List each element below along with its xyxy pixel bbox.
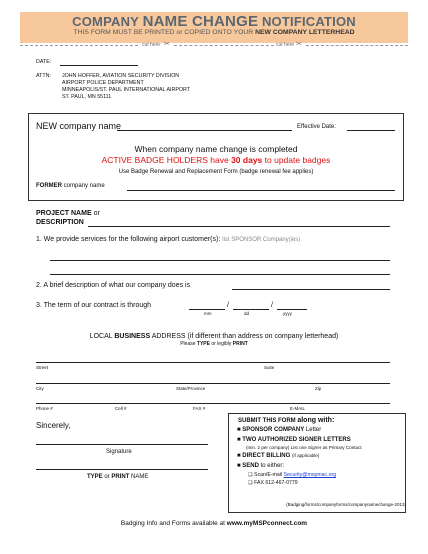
attn-line-1: JOHN HOFFER, AVIATION SECURITY DIVISION: [62, 73, 180, 79]
submit-item-billing: ■ DIRECT BILLING (if applicable): [237, 453, 320, 459]
attn-line-2: AIRPORT POLICE DEPARTMENT: [62, 80, 144, 86]
yyyy-label: yyyy: [283, 311, 292, 316]
contract-yyyy-field[interactable]: [277, 309, 307, 310]
bullet-icon: ■: [237, 463, 241, 469]
effective-date-field[interactable]: [347, 130, 395, 131]
new-company-label: NEW company name: [36, 121, 122, 131]
bullet-icon: ■: [237, 437, 241, 443]
bullet-icon: ■: [237, 427, 241, 433]
checkbox-icon: ❑: [248, 472, 253, 478]
please-print-note: Please TYPE or legibly PRINT: [180, 341, 248, 347]
question-2: 2. A brief description of what our company does is: [36, 282, 191, 289]
zip-label: Zip: [315, 386, 322, 391]
signature-label: Signature: [106, 449, 132, 455]
effective-date-label: Effective Date:: [297, 124, 336, 130]
submit-item-signers: ■ TWO AUTHORIZED SIGNER LETTERS: [237, 437, 351, 443]
date-label: DATE:: [36, 59, 52, 65]
date-field[interactable]: [60, 65, 138, 66]
signature-field[interactable]: [36, 444, 208, 445]
active-badge-notice: ACTIVE BADGE HOLDERS have 30 days to update badges: [101, 155, 331, 165]
street-field[interactable]: [36, 362, 390, 363]
attn-label: ATTN:: [36, 73, 51, 79]
suite-label: Suite: [264, 365, 275, 370]
customers-field-2[interactable]: [50, 274, 390, 275]
print-name-field[interactable]: [36, 469, 208, 470]
former-company-field[interactable]: [127, 190, 395, 191]
min-note: (min. 2 per company) List one Signer as Primary Contact: [246, 445, 362, 450]
former-label: FORMER company name: [36, 183, 105, 189]
email-label: E-MAIL: [290, 406, 306, 411]
contract-dd-field[interactable]: [233, 309, 269, 310]
customers-field-1[interactable]: [50, 260, 390, 261]
form-path: (Badging/forms/companyforms/companynamechange-2013): [286, 502, 406, 507]
dd-label: dd: [244, 311, 250, 316]
cut-here-label: cut here: [142, 42, 161, 48]
form-title: COMPANY NAME CHANGE NOTIFICATION: [72, 13, 356, 30]
submit-item-sponsor: ■ SPONSOR COMPANY Letter: [237, 427, 322, 433]
scan-email-line: ❑ Scan/E-mail Security@mspmac.org: [248, 472, 337, 478]
checkbox-icon: ❑: [248, 480, 253, 486]
description-field[interactable]: [88, 226, 390, 227]
city-field[interactable]: [36, 383, 390, 384]
project-name-label: PROJECT NAME or: [36, 210, 100, 217]
submit-item-send: ■ SEND to either:: [237, 463, 284, 469]
submit-title: SUBMIT THIS FORM along with:: [238, 417, 335, 424]
mm-label: mm: [204, 311, 212, 316]
cut-line: [20, 42, 408, 50]
sincerely-label: Sincerely,: [36, 421, 71, 430]
fax-label: FAX #: [193, 406, 206, 411]
street-label: Street: [36, 365, 49, 370]
form-subtitle: THIS FORM MUST BE PRINTED or COPIED ONTO YOUR NEW COMPANY LETTERHEAD: [73, 29, 355, 36]
renewal-note: Use Badge Renewal and Replacement Form (badge renewal fee applies): [118, 169, 314, 175]
city-label: City: [36, 386, 44, 391]
footer-link[interactable]: www.myMSPconnect.com: [226, 520, 308, 527]
bullet-icon: ■: [237, 453, 241, 459]
attn-line-3: MINNEAPOLIS/ST. PAUL INTERNATIONAL AIRPORT: [62, 87, 190, 93]
question-1: 1. We provide services for the following airport customer(s): list SPONSOR Company(ies): [36, 236, 301, 243]
question-3: 3. The term of our contract is through: [36, 302, 152, 309]
footer: Badging Info and Forms available at www.myMSPconnect.com: [120, 520, 308, 527]
contract-mm-field[interactable]: [189, 309, 225, 310]
slash-1: /: [227, 302, 229, 309]
print-name-label: TYPE or PRINT NAME: [87, 474, 149, 480]
when-completed: When company name change is completed: [134, 144, 298, 154]
state-label: State/Province: [176, 386, 206, 391]
scissors-icon: ✂: [164, 41, 170, 48]
cell-label: Cell #: [115, 406, 127, 411]
local-address-heading: LOCAL BUSINESS ADDRESS (if different than address on company letterhead): [89, 333, 339, 340]
attn-line-4: ST. PAUL, MN 55111: [62, 94, 112, 100]
phone-field[interactable]: [36, 403, 390, 404]
company-does-field[interactable]: [232, 289, 390, 290]
description-label: DESCRIPTION: [36, 219, 84, 226]
fax-line: ❑ FAX 612-467-0779: [248, 480, 298, 486]
phone-label: Phone #: [36, 406, 53, 411]
scissors-icon-2: ✂: [296, 41, 302, 48]
security-email-link[interactable]: Security@mspmac.org: [283, 472, 337, 478]
cut-here-label-2: cut here: [276, 42, 295, 48]
new-company-field[interactable]: [117, 130, 292, 131]
slash-2: /: [271, 302, 273, 309]
